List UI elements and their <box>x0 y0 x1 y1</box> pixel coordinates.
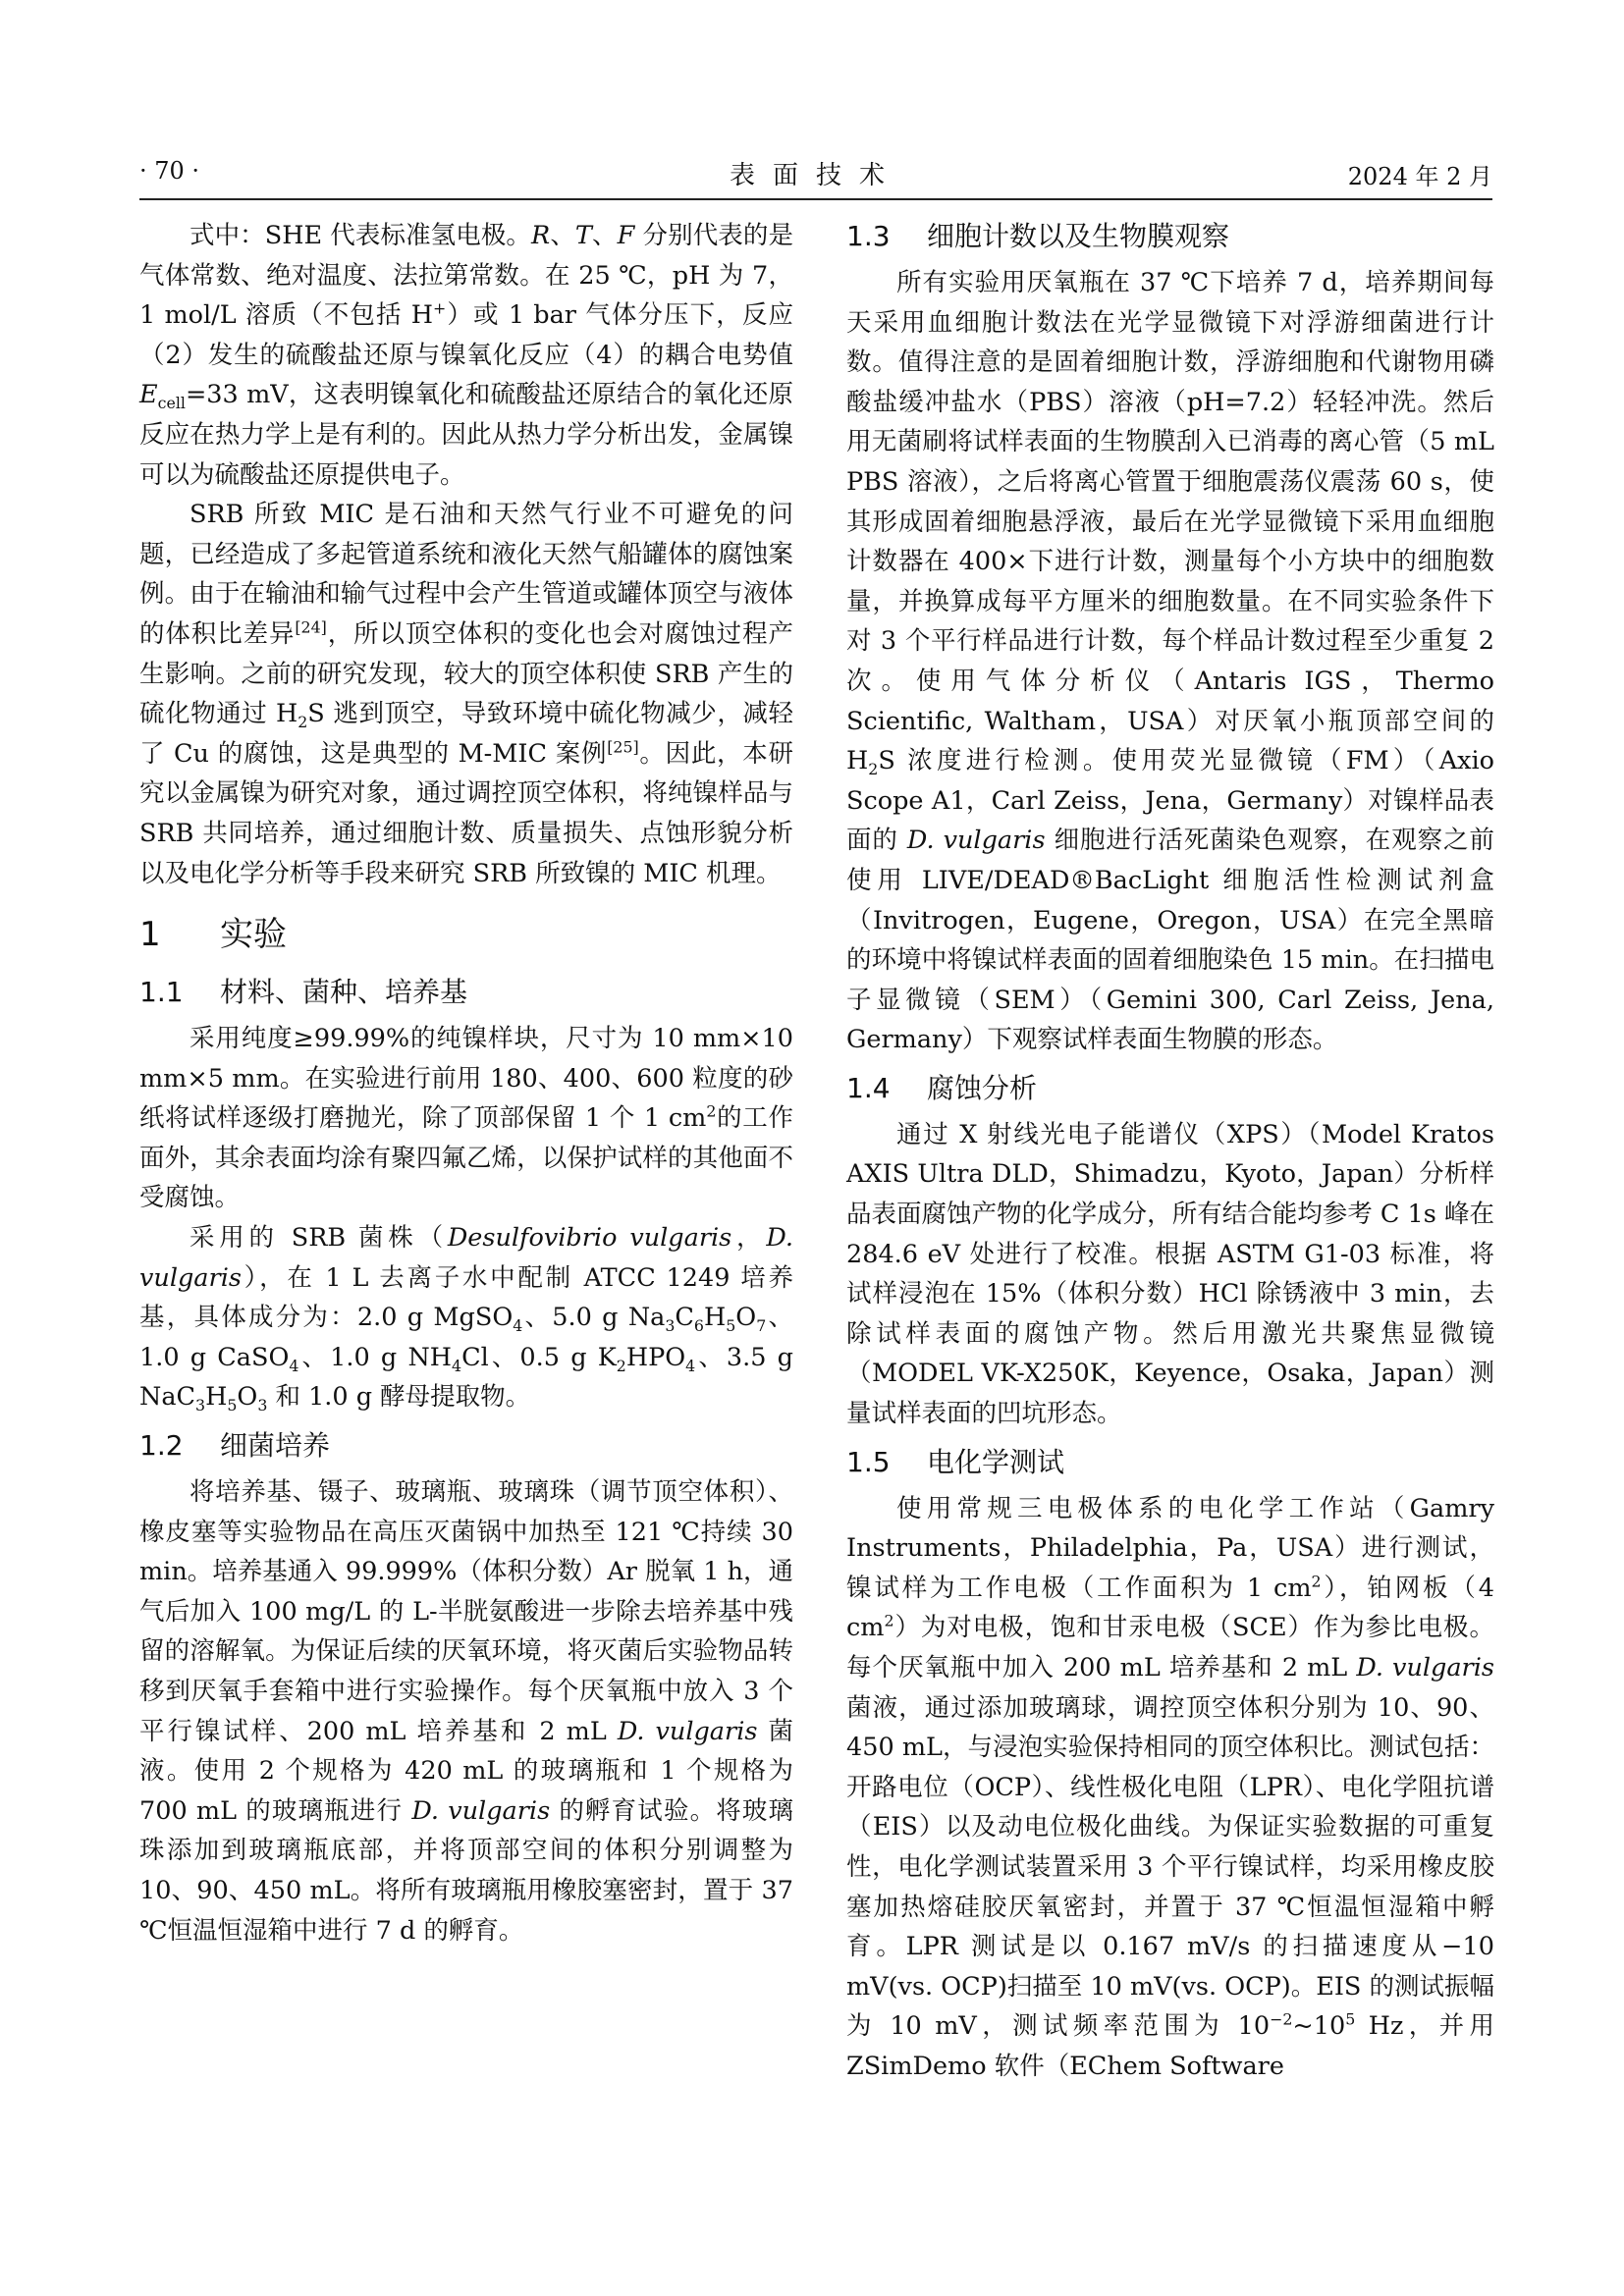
superscript: 2 <box>884 1611 894 1630</box>
section-heading <box>139 911 793 958</box>
subscript: 2 <box>868 760 879 779</box>
text-run: 的工作面外，其余表面均涂有聚四氟乙烯，以保护试样的其他面不受腐蚀。 <box>139 1103 793 1213</box>
citation: [25] <box>607 737 639 757</box>
text-run: 、1.0 g NH <box>298 1342 452 1372</box>
heading-number: 1.2 <box>139 1429 184 1463</box>
text-run: =33 mV，这表明镍氧化和硫酸盐还原结合的氧化还原反应在热力学上是有利的。因此从热力学分析出发，金属镍可以为硫酸盐还原提供电子。 <box>139 380 793 490</box>
citation: [24] <box>295 617 327 637</box>
text-run: ~10 <box>1292 2011 1346 2042</box>
text-run: S 逃到顶空，导致环境中硫化物减少，减轻了 Cu 的腐蚀，这是典型的 M-MIC 案例 <box>139 699 793 769</box>
text-run: S 浓度进行检测。使用荧光显微镜（FM）（Axio Scope A1，Carl Zeiss，Jena，Germany）对镍样品表面的 <box>846 746 1494 856</box>
subscript: 6 <box>693 1316 704 1336</box>
subsection-heading <box>846 1068 1494 1109</box>
body-paragraph <box>846 1489 1494 2087</box>
subsection-heading <box>846 216 1494 257</box>
heading-title: 细菌培养 <box>220 1429 331 1463</box>
italic-term: D. vulgaris <box>139 1223 793 1293</box>
text-run: 菌液，通过添加玻璃球，调控顶空体积分别为 10、90、450 mL，与浸泡实验保持相同的顶空体积比。测试包括：开路电位（OCP）、线性极化电阻（LPR）、电化学阻抗谱（EIS）以及动电位极化曲线。为保证实验数据的可重复性，电化学测试装置采用 3 个平行镍试样，均采用橡皮胶塞加热熔硅胶厌氧密封，并置于 37 ℃恒温恒湿箱中孵育。LPR 测试是以 0.167 mV/s 的扫描速度从−10 mV(vs. OCP)扫描至 10 mV(vs. OCP)。EIS 的测试振幅为 10 mV，测试频率范围为 10 <box>846 1692 1494 2042</box>
subscript: 4 <box>513 1316 523 1336</box>
subscript: cell <box>157 394 186 413</box>
superscript: 2 <box>706 1101 717 1121</box>
text-run: ），在 1 L 去离子水中配制 ATCC 1249 培养基，具体成分为：2.0 g MgSO <box>139 1262 793 1333</box>
text-run: O <box>237 1382 258 1413</box>
text-run: ，所以顶空体积的变化也会对腐蚀过程产生影响。之前的研究发现，较大的顶空体积使 SRB 产生的硫化物通过 H <box>139 618 793 729</box>
text-run: 菌液。使用 2 个规格为 420 mL 的玻璃瓶和 1 个规格为 700 mL 的玻璃瓶进行 <box>139 1716 794 1826</box>
text-run: 式中：SHE 代表标准氢电极。 <box>189 221 532 250</box>
superscript: + <box>433 298 447 318</box>
text-run: ）或 1 bar 气体分压下，反应（2）发生的硫酸盐还原与镍氧化反应（4）的耦合电势值 <box>139 300 793 370</box>
text-run: H <box>703 1303 727 1333</box>
subscript: 4 <box>452 1356 462 1375</box>
heading-title: 材料、菌种、培养基 <box>220 976 468 1009</box>
heading-number: 1.4 <box>846 1071 891 1104</box>
body-paragraph <box>846 1115 1494 1434</box>
heading-title: 腐蚀分析 <box>927 1071 1038 1104</box>
subscript: 7 <box>756 1316 767 1336</box>
text-run: 细胞进行活死菌染色观察，在观察之前使用 LIVE/DEAD®BacLight 细胞活性检测试剂盒（Invitrogen，Eugene，Oregon，USA）在完全黑暗的环境中将镍试样表面的固着细胞染色 15 min。在扫描电子显微镜（SEM）（Gemini 300, Carl Zeiss, Jena, Germany）下观察试样表面生物膜的形态。 <box>846 826 1494 1055</box>
heading-title: 电化学测试 <box>927 1445 1065 1478</box>
text-run: SRB 所致 MIC 是石油和天然气行业不可避免的问题，已经造成了多起管道系统和液化天然气船罐体的腐蚀案例。由于在输油和输气过程中会产生管道或罐体顶空与液体的体积比差异 <box>139 500 793 649</box>
subsection-heading <box>139 1425 793 1467</box>
text-run: 。因此，本研究以金属镍为研究对象，通过调控顶空体积，将纯镍样品与 SRB 共同培养，通过细胞计数、质量损失、点蚀形貌分析以及电化学分析等手段来研究 SRB 所致镍的 MIC 机理。 <box>139 738 793 888</box>
text-run: 通过 X 射线光电子能谱仪（XPS）（Model Kratos AXIS Ultra DLD，Shimadzu，Kyoto，Japan）分析样品表面腐蚀产物的化学成分，所有结合能均参考 C 1s 峰在 284.6 eV 处进行了校准。根据 ASTM G1-03 标准，将试样浸泡在 15%（体积分数）HCl 除锈液中 3 min，去除试样表面的腐蚀产物。然后用激光共聚焦显微镜（MODEL VK-X250K，Keyence，Osaka，Japan）测量试样表面的凹坑形态。 <box>846 1119 1494 1429</box>
subsection-heading <box>846 1442 1494 1483</box>
subscript: 5 <box>726 1316 736 1336</box>
text-run: HPO <box>625 1342 686 1372</box>
subscript: 2 <box>616 1356 626 1375</box>
running-header <box>139 149 1492 200</box>
right-column <box>846 216 1494 2087</box>
body-paragraph <box>139 495 793 893</box>
italic-term: E <box>139 380 158 410</box>
italic-term: T <box>574 221 592 250</box>
heading-title: 实验 <box>220 915 287 955</box>
journal-title: 表面技术 <box>729 161 902 190</box>
italic-term: D. vulgaris <box>617 1716 758 1746</box>
text-run: 、 <box>591 221 618 250</box>
text-run: Hz，并用 ZSimDemo 软件（EChem Software <box>846 2011 1495 2081</box>
text-run: ， <box>731 1223 767 1254</box>
subscript: 2 <box>298 713 308 732</box>
italic-term: D. vulgaris <box>411 1795 551 1826</box>
superscript: −2 <box>1270 2009 1293 2029</box>
text-run: 、5.0 g Na <box>522 1303 666 1333</box>
italic-term: F <box>617 221 635 250</box>
text-run: 和 1.0 g 酵母提取物。 <box>267 1382 531 1413</box>
text-run: 、1.0 g CaSO <box>139 1303 793 1372</box>
heading-title: 细胞计数以及生物膜观察 <box>927 220 1230 252</box>
italic-term: D. vulgaris <box>1356 1653 1494 1682</box>
text-run: 的孵育试验。将玻璃珠添加到玻璃瓶底部，并将顶部空间的体积分别调整为 10、90、450 mL。将所有玻璃瓶用橡胶塞密封，置于 37 ℃恒温恒湿箱中进行 7 d 的孵育。 <box>139 1795 793 1946</box>
text-run: ）为对电极，饱和甘汞电极（SCE）作为参比电极。每个厌氧瓶中加入 200 mL 培养基和 2 mL <box>846 1613 1494 1682</box>
subscript: 3 <box>257 1396 268 1415</box>
left-column <box>139 216 793 1950</box>
subscript: 5 <box>227 1396 238 1415</box>
body-paragraph <box>139 216 793 495</box>
heading-number: 1.5 <box>846 1445 891 1478</box>
text-run: 采用的 SRB 菌株（ <box>189 1223 448 1254</box>
italic-term: D. vulgaris <box>906 826 1046 856</box>
issue-date: 2024 年 2 月 <box>1347 163 1492 190</box>
body-paragraph <box>139 1218 793 1417</box>
text-run: C <box>675 1303 694 1333</box>
italic-term: Desulfovibrio vulgaris <box>447 1223 732 1254</box>
body-paragraph <box>139 1019 793 1218</box>
italic-term: R <box>531 221 551 250</box>
text-run: H <box>205 1382 228 1413</box>
text-run: 、3.5 g NaC <box>139 1342 794 1413</box>
superscript: 2 <box>1311 1572 1322 1591</box>
text-run: ），铂网板（4 cm <box>846 1573 1494 1643</box>
text-run: Cl、0.5 g K <box>461 1342 617 1372</box>
subscript: 3 <box>195 1396 206 1415</box>
text-run: 将培养基、镊子、玻璃瓶、玻璃珠（调节顶空体积）、橡皮塞等实验物品在高压灭菌锅中加热至 121 ℃持续 30 min。培养基通入 99.999%（体积分数）Ar 脱氧 1 h，通气后加入 100 mg/L 的 L-半胱氨酸进一步除去培养基中残留的溶解氧。为保证后续的厌氧环境，将灭菌后实验物品转移到厌氧手套箱中进行实验操作。每个厌氧瓶中放入 3 个平行镍试样、200 mL 培养基和 2 mL <box>139 1477 793 1746</box>
heading-number: 1.1 <box>139 976 184 1009</box>
text-run: 采用纯度≥99.99%的纯镍样块，尺寸为 10 mm×10 mm×5 mm。在实验进行前用 180、400、600 粒度的砂纸将试样逐级打磨抛光，除了顶部保留 1 个 1 cm <box>139 1024 793 1134</box>
heading-number: 1.3 <box>846 220 891 252</box>
body-paragraph <box>846 263 1494 1060</box>
text-run: 分别代表的是气体常数、绝对温度、法拉第常数。在 25 ℃，pH 为 7，1 mol/L 溶质（不包括 H <box>139 221 793 331</box>
text-run: O <box>735 1303 757 1333</box>
subscript: 3 <box>665 1316 676 1336</box>
text-run: 所有实验用厌氧瓶在 37 ℃下培养 7 d，培养期间每天采用血细胞计数法在光学显微镜下对浮游细菌进行计数。值得注意的是固着细胞计数，浮游细胞和代谢物用磷酸盐缓冲盐水（PBS）溶液（pH=7.2）轻轻冲洗。然后用无菌刷将试样表面的生物膜刮入已消毒的离心管（5 mL PBS 溶液），之后将离心管置于细胞震荡仪震荡 60 s，使其形成固着细胞悬浮液，最后在光学显微镜下采用血细胞计数器在 400×下进行计数，测量每个小方块中的细胞数量，并换算成每平方厘米的细胞数量。在不同实验条件下对 3 个平行样品进行计数，每个样品计数过程至少重复 2 次。使用气体分析仪（Antaris IGS，Thermo Scientific, Waltham，USA）对厌氧小瓶顶部空间的 H <box>846 268 1494 776</box>
body-paragraph <box>139 1472 793 1950</box>
subsection-heading <box>139 972 793 1013</box>
heading-number: 1 <box>139 915 161 955</box>
text-run: 、 <box>550 221 575 250</box>
page-number: · 70 · <box>139 157 200 185</box>
text-run: 使用常规三电极体系的电化学工作站（Gamry Instruments，Philadelphia，Pa，USA）进行测试，镍试样为工作电极（工作面积为 1 cm <box>846 1493 1494 1603</box>
superscript: 5 <box>1345 2009 1356 2029</box>
subscript: 4 <box>289 1356 299 1375</box>
subscript: 4 <box>685 1356 696 1375</box>
